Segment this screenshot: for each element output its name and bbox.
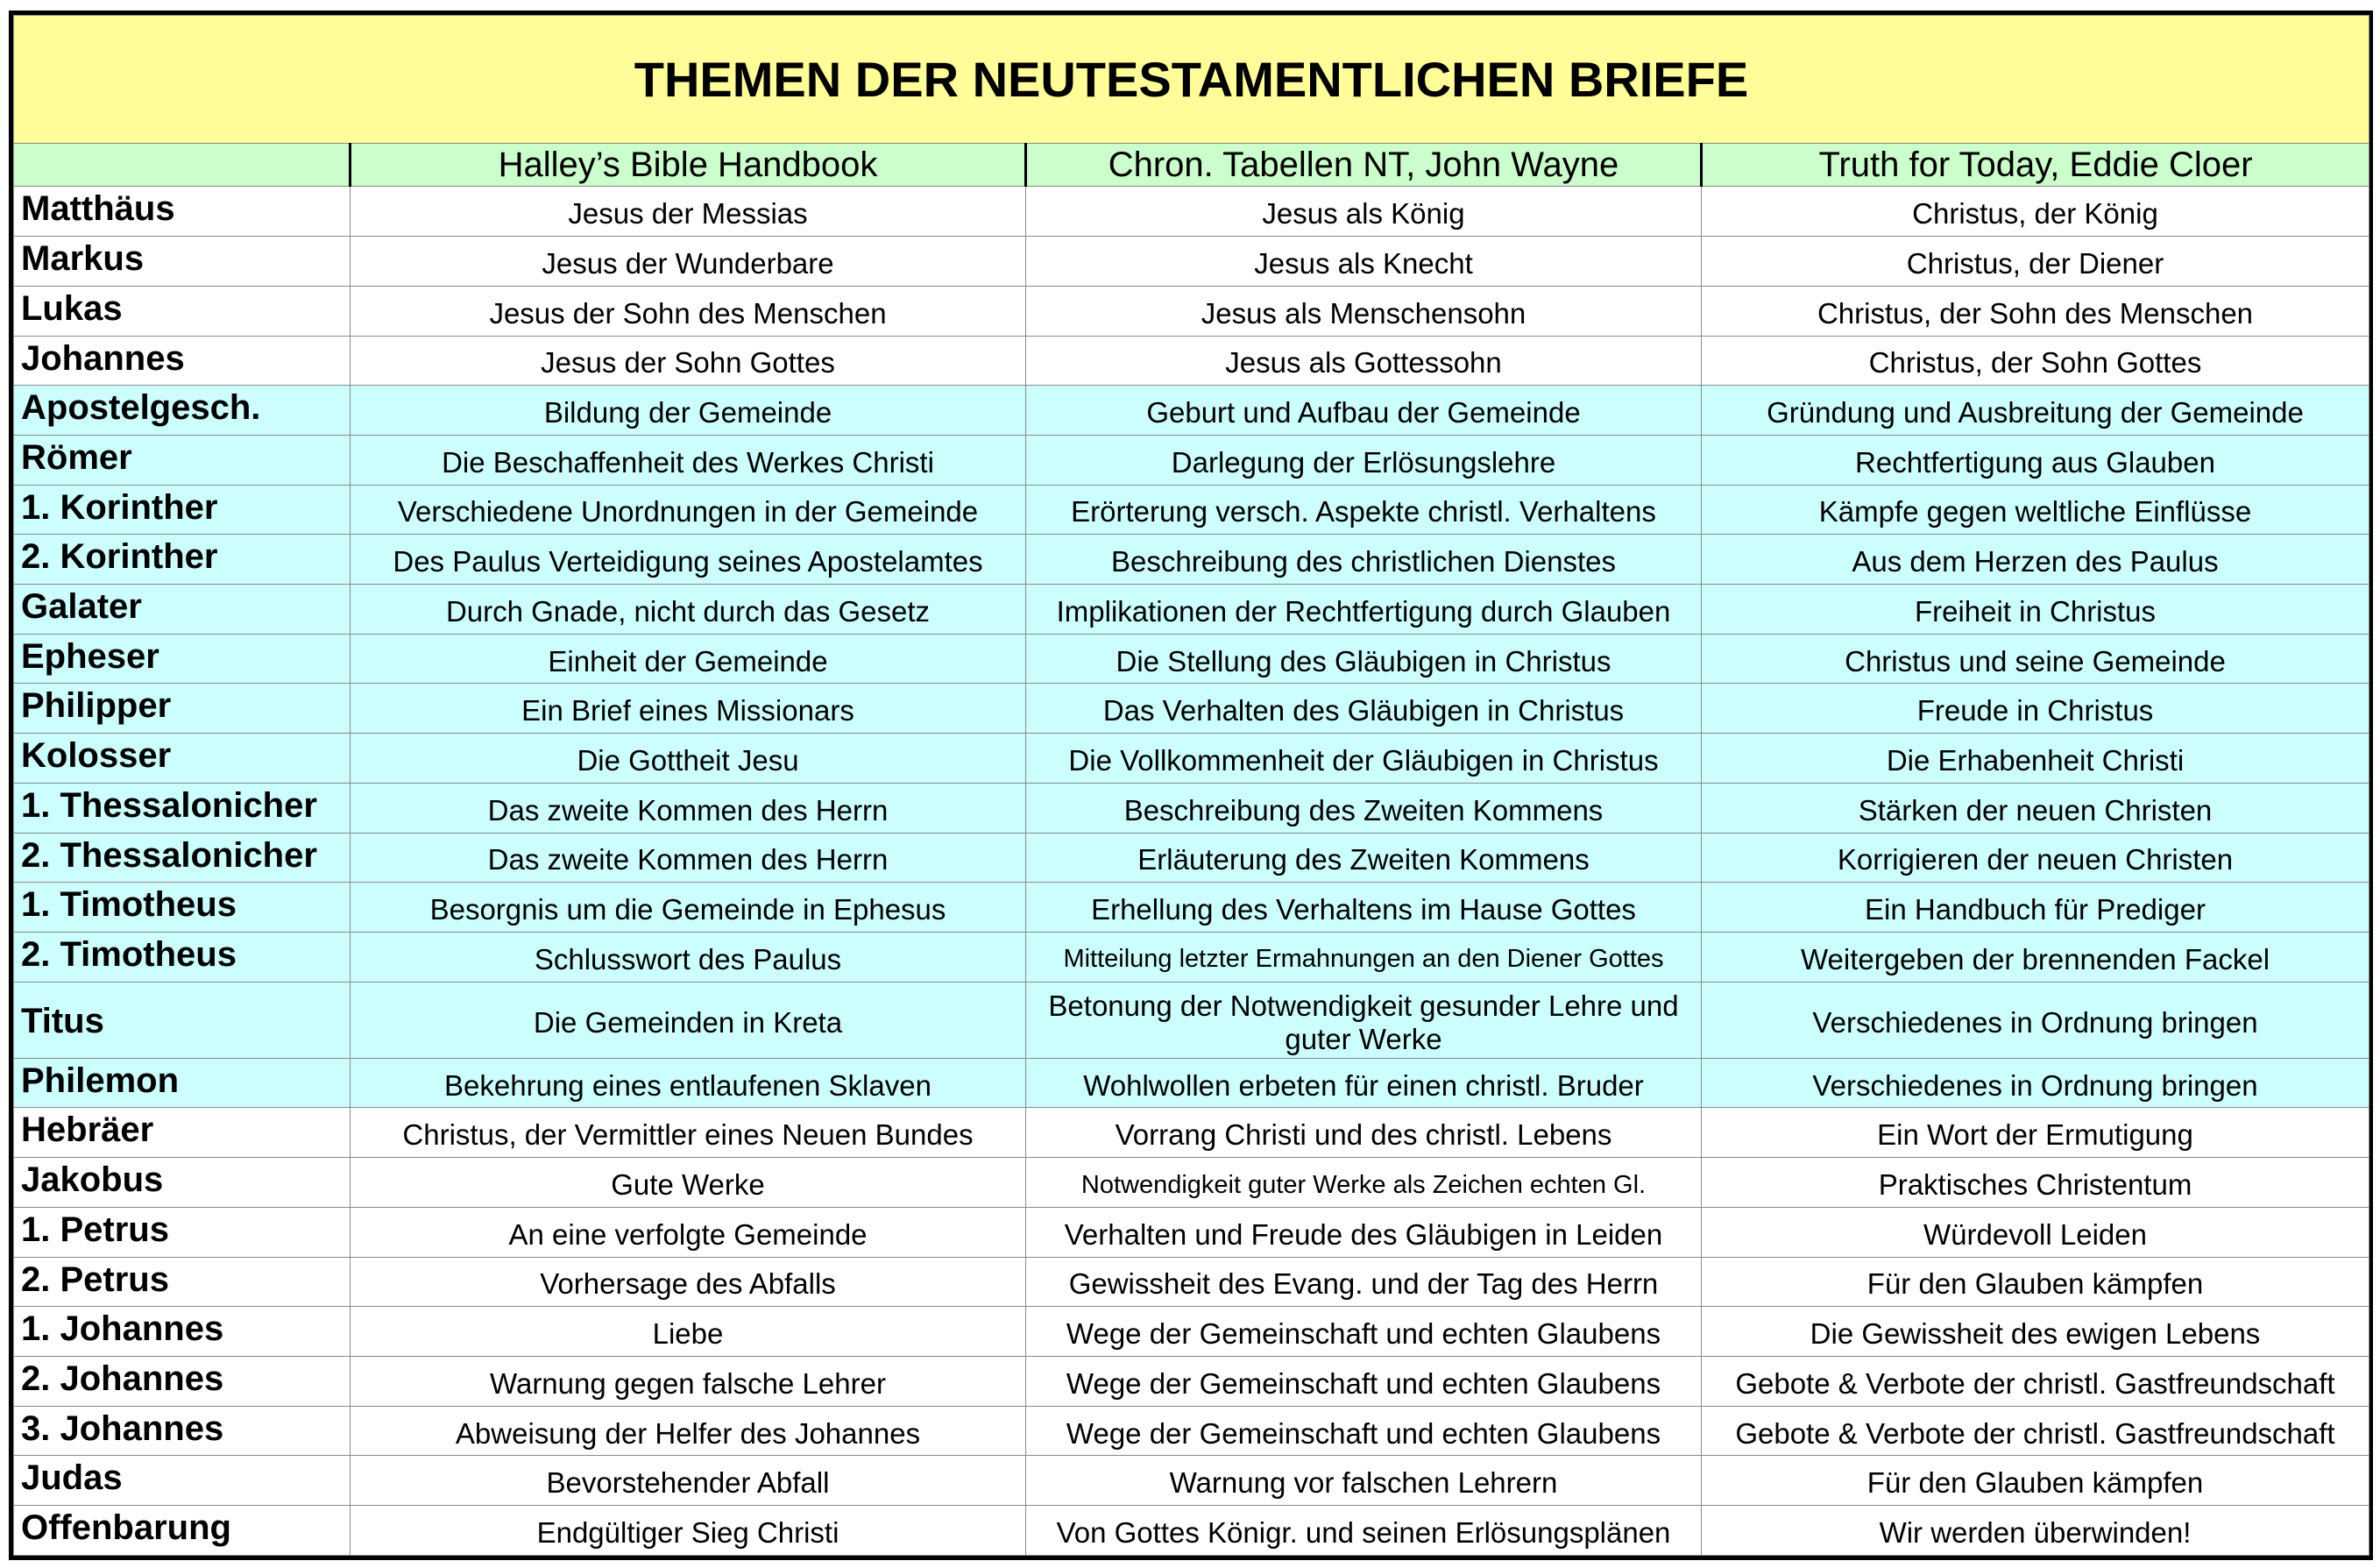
theme-cell: Abweisung der Helfer des Johannes — [351, 1406, 1026, 1456]
book-name: Apostelgesch. — [14, 386, 351, 436]
theme-cell: Von Gottes Königr. und seinen Erlösungsplänen — [1026, 1506, 1702, 1556]
theme-cell: Die Erhabenheit Christi — [1702, 734, 2369, 784]
table-row — [14, 982, 2369, 1058]
theme-cell: Das zweite Kommen des Herrn — [351, 783, 1026, 833]
theme-cell: Darlegung der Erlösungslehre — [1026, 435, 1702, 485]
theme-cell: Verschiedenes in Ordnung bringen — [1702, 1058, 2369, 1108]
theme-cell: Des Paulus Verteidigung seines Apostelamtes — [351, 535, 1026, 585]
theme-cell: Rechtfertigung aus Glauben — [1702, 435, 2369, 485]
theme-cell: Jesus als König — [1026, 187, 1702, 237]
table-row — [14, 187, 2369, 237]
theme-cell: Schlusswort des Paulus — [351, 932, 1026, 982]
theme-cell: Aus dem Herzen des Paulus — [1702, 535, 2369, 585]
theme-cell: Erhellung des Verhaltens im Hause Gottes — [1026, 883, 1702, 933]
theme-cell: Gebote & Verbote der christl. Gastfreundschaft — [1702, 1406, 2369, 1456]
theme-cell: Jesus als Gottessohn — [1026, 336, 1702, 386]
theme-cell: Vorrang Christi und des christl. Lebens — [1026, 1108, 1702, 1158]
table-row — [14, 1058, 2369, 1108]
theme-cell: Durch Gnade, nicht durch das Gesetz — [351, 585, 1026, 635]
table-row — [14, 1257, 2369, 1307]
theme-cell: Besorgnis um die Gemeinde in Ephesus — [351, 883, 1026, 933]
theme-cell: Ein Wort der Ermutigung — [1702, 1108, 2369, 1158]
table-row — [14, 1307, 2369, 1357]
theme-cell: Gründung und Ausbreitung der Gemeinde — [1702, 386, 2369, 436]
book-name: 1. Petrus — [14, 1207, 351, 1257]
theme-cell: Jesus als Knecht — [1026, 237, 1702, 287]
book-name: 2. Timotheus — [14, 932, 351, 982]
theme-cell: Freude in Christus — [1702, 684, 2369, 734]
theme-cell: Gewissheit des Evang. und der Tag des Herrn — [1026, 1257, 1702, 1307]
book-name: Offenbarung — [14, 1506, 351, 1556]
table-row — [14, 734, 2369, 784]
book-name: Judas — [14, 1456, 351, 1506]
theme-cell: Verhalten und Freude des Gläubigen in Leiden — [1026, 1207, 1702, 1257]
book-name: 1. Johannes — [14, 1307, 351, 1357]
theme-cell: Wege der Gemeinschaft und echten Glaubens — [1026, 1406, 1702, 1456]
theme-cell: Wege der Gemeinschaft und echten Glaubens — [1026, 1307, 1702, 1357]
theme-cell: Wir werden überwinden! — [1702, 1506, 2369, 1556]
theme-cell: Christus, der Vermittler eines Neuen Bundes — [351, 1108, 1026, 1158]
theme-cell: Gute Werke — [351, 1158, 1026, 1208]
theme-cell: Wege der Gemeinschaft und echten Glaubens — [1026, 1356, 1702, 1406]
theme-cell: Freiheit in Christus — [1702, 585, 2369, 635]
book-name: Römer — [14, 435, 351, 485]
book-name: Jakobus — [14, 1158, 351, 1208]
table-row — [14, 684, 2369, 734]
theme-cell: Vorhersage des Abfalls — [351, 1257, 1026, 1307]
theme-cell: Christus, der Diener — [1702, 237, 2369, 287]
theme-cell: Jesus als Menschensohn — [1026, 286, 1702, 336]
theme-cell: Bildung der Gemeinde — [351, 386, 1026, 436]
theme-cell: Beschreibung des christlichen Dienstes — [1026, 535, 1702, 585]
book-name: Epheser — [14, 634, 351, 684]
table-row — [14, 1158, 2369, 1208]
book-name: 2. Petrus — [14, 1257, 351, 1307]
table-row — [14, 883, 2369, 933]
theme-cell: Implikationen der Rechtfertigung durch Glauben — [1026, 585, 1702, 635]
table-row — [14, 1108, 2369, 1158]
book-name: Philipper — [14, 684, 351, 734]
table-row — [14, 336, 2369, 386]
table-row — [14, 386, 2369, 436]
theme-cell: Christus, der Sohn des Menschen — [1702, 286, 2369, 336]
theme-cell: Liebe — [351, 1307, 1026, 1357]
theme-cell: Jesus der Wunderbare — [351, 237, 1026, 287]
themes-table — [13, 15, 2369, 1556]
header-corner — [14, 143, 351, 187]
table-row — [14, 1207, 2369, 1257]
table-row — [14, 485, 2369, 535]
table-row — [14, 286, 2369, 336]
theme-cell: Das Verhalten des Gläubigen in Christus — [1026, 684, 1702, 734]
theme-cell: Die Stellung des Gläubigen in Christus — [1026, 634, 1702, 684]
theme-cell: Notwendigkeit guter Werke als Zeichen echten Gl. — [1026, 1158, 1702, 1208]
theme-cell: Kämpfe gegen weltliche Einflüsse — [1702, 485, 2369, 535]
table-row — [14, 535, 2369, 585]
theme-cell: Christus, der Sohn Gottes — [1702, 336, 2369, 386]
theme-cell: Christus, der König — [1702, 187, 2369, 237]
book-name: Matthäus — [14, 187, 351, 237]
theme-cell: Bekehrung eines entlaufenen Sklaven — [351, 1058, 1026, 1108]
theme-cell: Praktisches Christentum — [1702, 1158, 2369, 1208]
book-name: Kolosser — [14, 734, 351, 784]
theme-cell: Jesus der Sohn Gottes — [351, 336, 1026, 386]
column-header-cloer: Truth for Today, Eddie Cloer — [1702, 143, 2369, 187]
table-row — [14, 1356, 2369, 1406]
theme-cell: Ein Brief eines Missionars — [351, 684, 1026, 734]
book-name: Johannes — [14, 336, 351, 386]
theme-cell: Die Gemeinden in Kreta — [351, 982, 1026, 1058]
table-row — [14, 585, 2369, 635]
theme-cell: Verschiedenes in Ordnung bringen — [1702, 982, 2369, 1058]
theme-cell: Warnung vor falschen Lehrern — [1026, 1456, 1702, 1506]
book-name: Galater — [14, 585, 351, 635]
table-row — [14, 237, 2369, 287]
book-name: 2. Korinther — [14, 535, 351, 585]
theme-cell: Stärken der neuen Christen — [1702, 783, 2369, 833]
theme-cell: Gebote & Verbote der christl. Gastfreundschaft — [1702, 1356, 2369, 1406]
table-row — [14, 435, 2369, 485]
theme-cell: Betonung der Notwendigkeit gesunder Lehre und guter Werke — [1026, 982, 1702, 1058]
theme-cell: Die Vollkommenheit der Gläubigen in Christus — [1026, 734, 1702, 784]
theme-cell: Das zweite Kommen des Herrn — [351, 833, 1026, 883]
theme-cell: Für den Glauben kämpfen — [1702, 1257, 2369, 1307]
theme-cell: Ein Handbuch für Prediger — [1702, 883, 2369, 933]
theme-cell: Die Gewissheit des ewigen Lebens — [1702, 1307, 2369, 1357]
table-row — [14, 1456, 2369, 1506]
theme-cell: Die Gottheit Jesu — [351, 734, 1026, 784]
book-name: Hebräer — [14, 1108, 351, 1158]
themes-sheet — [9, 11, 2373, 1560]
book-name: Philemon — [14, 1058, 351, 1108]
theme-cell: Geburt und Aufbau der Gemeinde — [1026, 386, 1702, 436]
theme-cell: Für den Glauben kämpfen — [1702, 1456, 2369, 1506]
book-name: Markus — [14, 237, 351, 287]
theme-cell: Wohlwollen erbeten für einen christl. Bruder — [1026, 1058, 1702, 1108]
table-row — [14, 783, 2369, 833]
theme-cell: Weitergeben der brennenden Fackel — [1702, 932, 2369, 982]
theme-cell: An eine verfolgte Gemeinde — [351, 1207, 1026, 1257]
table-row — [14, 634, 2369, 684]
theme-cell: Verschiedene Unordnungen in der Gemeinde — [351, 485, 1026, 535]
book-name: 2. Johannes — [14, 1356, 351, 1406]
book-name: 2. Thessalonicher — [14, 833, 351, 883]
header-row — [14, 143, 2369, 187]
theme-cell: Christus und seine Gemeinde — [1702, 634, 2369, 684]
table-row — [14, 833, 2369, 883]
theme-cell: Erörterung versch. Aspekte christl. Verhaltens — [1026, 485, 1702, 535]
title-row — [14, 16, 2369, 144]
book-name: 1. Thessalonicher — [14, 783, 351, 833]
theme-cell: Beschreibung des Zweiten Kommens — [1026, 783, 1702, 833]
table-row — [14, 1506, 2369, 1556]
table-row — [14, 1406, 2369, 1456]
theme-cell: Jesus der Sohn des Menschen — [351, 286, 1026, 336]
book-name: 1. Korinther — [14, 485, 351, 535]
book-name: 3. Johannes — [14, 1406, 351, 1456]
theme-cell: Mitteilung letzter Ermahnungen an den Diener Gottes — [1026, 932, 1702, 982]
theme-cell: Jesus der Messias — [351, 187, 1026, 237]
book-name: Lukas — [14, 286, 351, 336]
column-header-wayne: Chron. Tabellen NT, John Wayne — [1026, 143, 1702, 187]
page-title: THEMEN DER NEUTESTAMENTLICHEN BRIEFE — [14, 16, 2369, 144]
column-header-halley: Halley’s Bible Handbook — [351, 143, 1026, 187]
theme-cell: Warnung gegen falsche Lehrer — [351, 1356, 1026, 1406]
book-name: 1. Timotheus — [14, 883, 351, 933]
theme-cell: Bevorstehender Abfall — [351, 1456, 1026, 1506]
theme-cell: Würdevoll Leiden — [1702, 1207, 2369, 1257]
theme-cell: Endgültiger Sieg Christi — [351, 1506, 1026, 1556]
theme-cell: Korrigieren der neuen Christen — [1702, 833, 2369, 883]
theme-cell: Erläuterung des Zweiten Kommens — [1026, 833, 1702, 883]
theme-cell: Einheit der Gemeinde — [351, 634, 1026, 684]
theme-cell: Die Beschaffenheit des Werkes Christi — [351, 435, 1026, 485]
table-row — [14, 932, 2369, 982]
book-name: Titus — [14, 982, 351, 1058]
